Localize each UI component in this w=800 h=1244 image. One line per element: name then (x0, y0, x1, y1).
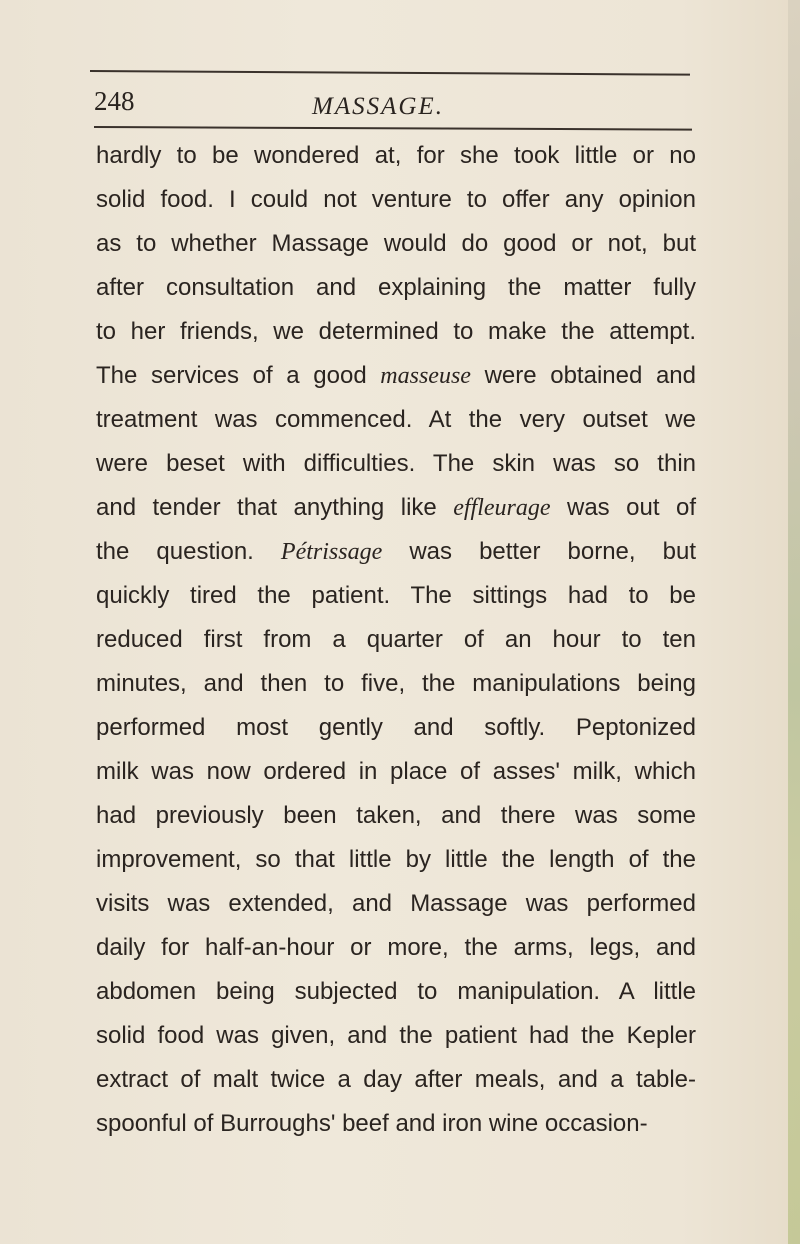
text-line-9-end: was out of (550, 494, 696, 521)
text-line-15: milk was now ordered in place of asses' milk, which (96, 758, 696, 785)
text-line-2: solid food. I could not venture to offer any opinion (96, 186, 696, 213)
text-line-8: were beset with difficulties. The skin was so thin (96, 450, 696, 477)
text-line-6-end: were obtained and (470, 362, 696, 389)
text-line-10 (96, 530, 696, 574)
body-text (96, 134, 696, 1146)
text-line-11: quickly tired the patient. The sittings had to be (96, 582, 696, 609)
text-line-19: daily for half-an-hour or more, the arms, legs, and (96, 934, 696, 961)
text-line-1: hardly to be wondered at, for she took little or no (96, 142, 696, 169)
text-line-6-start: The services of a good (96, 362, 381, 389)
text-line-7: treatment was commenced. At the very outset we (96, 406, 696, 433)
text-line-4: after consultation and explaining the matter fully (96, 274, 696, 301)
text-line-20: abdomen being subjected to manipulation. A little (96, 978, 696, 1005)
page-edge (788, 0, 800, 1244)
text-line-9 (96, 486, 696, 530)
text-line-6 (96, 354, 696, 398)
text-line-12: reduced first from a quarter of an hour to ten (96, 626, 696, 653)
text-line-10-start: the question. (96, 538, 281, 565)
italic-term-masseuse: masseuse (380, 363, 471, 389)
italic-term-effleurage: effleurage (453, 495, 551, 521)
text-line-21: solid food was given, and the patient had the Kepler (96, 1022, 696, 1049)
text-line-14: performed most gently and softly. Peptonized (96, 714, 696, 741)
text-line-5: to her friends, we determined to make the attempt. (96, 318, 696, 345)
page-number: 248 (94, 86, 135, 116)
running-head-title: MASSAGE. (312, 93, 444, 120)
text-line-17: improvement, so that little by little the length of the (96, 846, 696, 873)
header-rule-top (90, 70, 690, 76)
text-line-18: visits was extended, and Massage was performed (96, 890, 696, 917)
text-line-16: had previously been taken, and there was some (96, 802, 696, 829)
text-line-13: minutes, and then to five, the manipulations being (96, 670, 696, 697)
text-line-3: as to whether Massage would do good or not, but (96, 230, 696, 257)
text-line-22: extract of malt twice a day after meals, and a table- (96, 1066, 696, 1093)
header-rule-bottom (94, 126, 692, 131)
text-line-10-end: was better borne, but (382, 538, 697, 565)
italic-term-petrissage: Pétrissage (280, 539, 383, 565)
text-line-23: spoonful of Burroughs' beef and iron wine occasion- (96, 1110, 648, 1137)
text-line-9-start: and tender that anything like (96, 494, 454, 521)
